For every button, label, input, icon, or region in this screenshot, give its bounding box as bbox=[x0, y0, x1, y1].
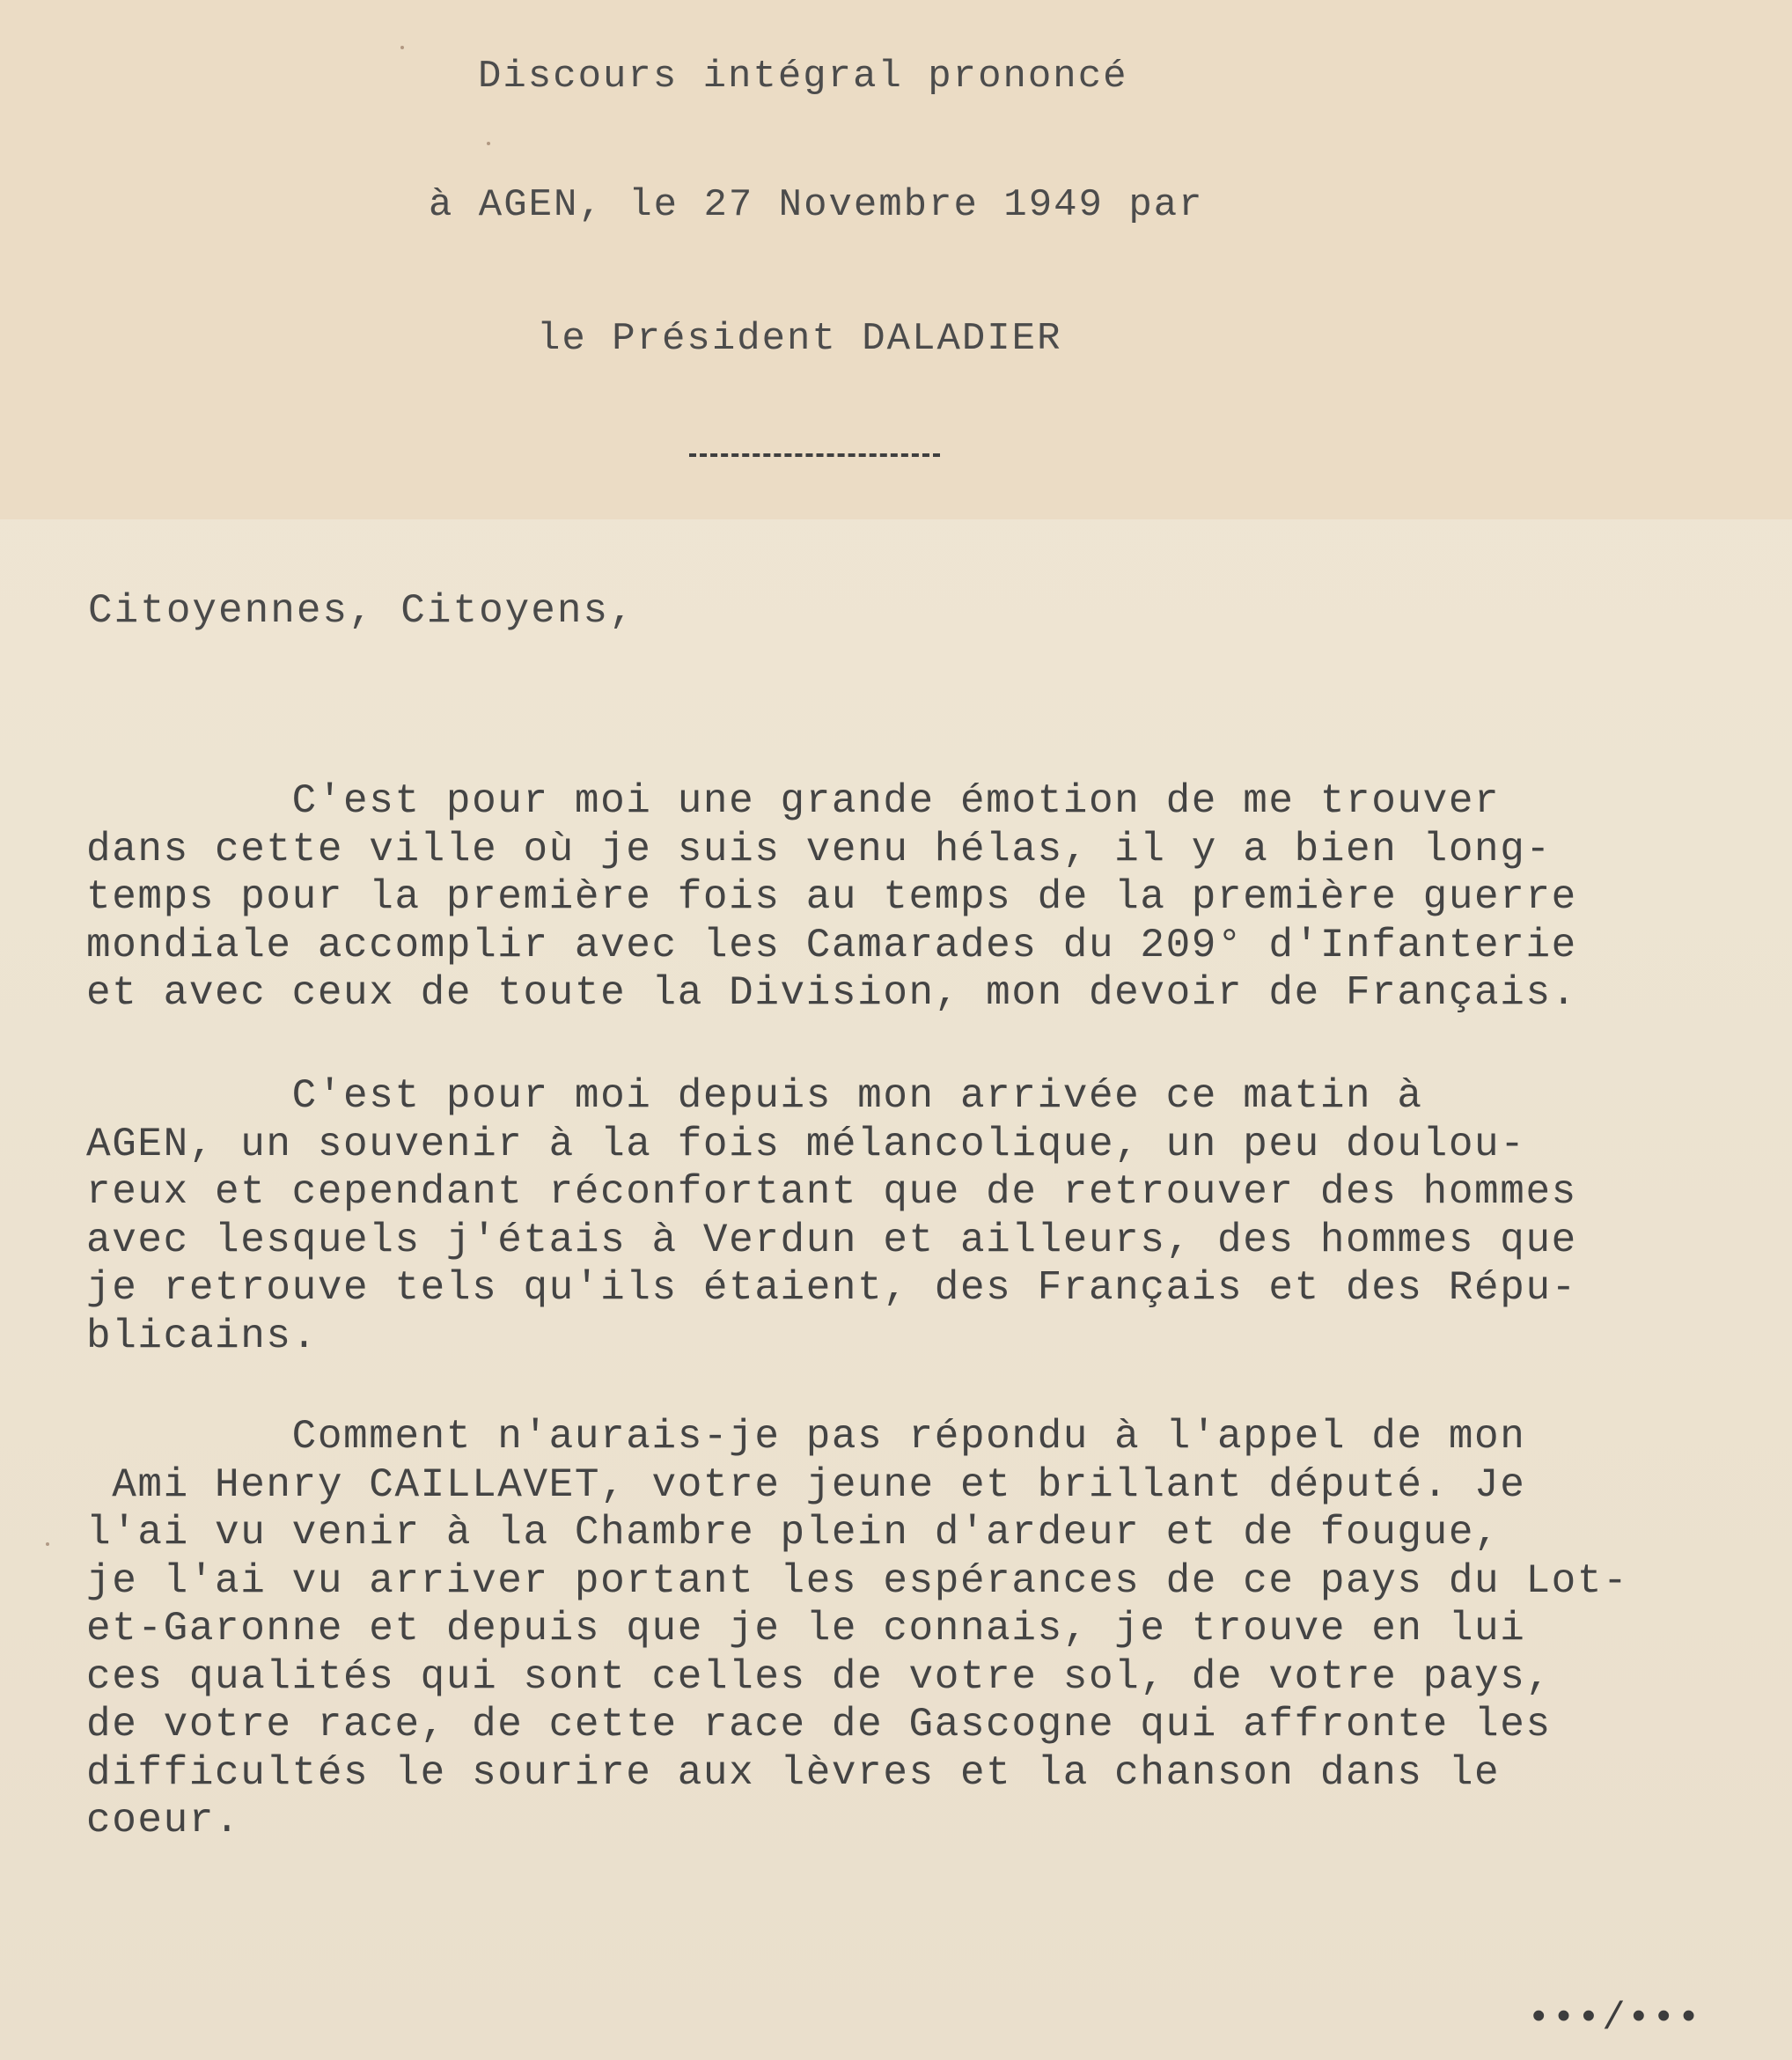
paragraph-line: blicains. bbox=[86, 1313, 318, 1359]
paragraph-line: reux et cependant réconfortant que de retrouver des hommes bbox=[86, 1169, 1577, 1215]
heading-line-2: à AGEN, le 27 Novembre 1949 par bbox=[429, 183, 1204, 227]
paragraph-line: AGEN, un souvenir à la fois mélancolique, un peu doulou- bbox=[86, 1121, 1526, 1167]
paragraph-line: ces qualités qui sont celles de votre sol, de votre pays, bbox=[86, 1653, 1552, 1700]
paragraph-line: C'est pour moi une grande émotion de me trouver bbox=[86, 778, 1501, 824]
paragraph-line: C'est pour moi depuis mon arrivée ce matin à bbox=[86, 1073, 1423, 1119]
paragraph-line: l'ai vu venir à la Chambre plein d'ardeur et de fougue, bbox=[86, 1510, 1501, 1556]
paragraph-1 bbox=[86, 777, 1759, 1018]
paragraph-line: Ami Henry CAILLAVET, votre jeune et brillant député. Je bbox=[86, 1461, 1526, 1508]
paragraph-line: temps pour la première fois au temps de la première guerre bbox=[86, 874, 1577, 920]
paragraph-line: de votre race, de cette race de Gascogne qui affronte les bbox=[86, 1702, 1552, 1747]
salutation: Citoyennes, Citoyens, bbox=[88, 588, 635, 634]
paper-speck bbox=[487, 142, 490, 145]
paper-speck bbox=[46, 1542, 49, 1546]
paragraph-line: et avec ceux de toute la Division, mon devoir de Français. bbox=[86, 970, 1577, 1016]
paragraph-line: mondiale accomplir avec les Camarades du 209° d'Infanterie bbox=[86, 922, 1577, 968]
heading-line-3: le Président DALADIER bbox=[537, 317, 1062, 361]
paragraph-line: difficultés le sourire aux lèvres et la chanson dans le bbox=[86, 1749, 1501, 1796]
paragraph-line: dans cette ville où je suis venu hélas, il y a bien long- bbox=[86, 826, 1552, 872]
heading-line-1: Discours intégral prononcé bbox=[478, 55, 1128, 99]
paragraph-line: Comment n'aurais-je pas répondu à l'appel de mon bbox=[86, 1414, 1526, 1460]
page-continuation-mark: •••/••• bbox=[1527, 1997, 1702, 2041]
paragraph-line: je l'ai vu arriver portant les espérances de ce pays du Lot- bbox=[86, 1557, 1629, 1604]
paragraph-line: avec lesquels j'étais à Verdun et ailleurs, des hommes que bbox=[86, 1217, 1577, 1263]
paragraph-line: et-Garonne et depuis que je le connais, je trouve en lui bbox=[86, 1606, 1526, 1652]
paragraph-line: je retrouve tels qu'ils étaient, des Français et des Répu- bbox=[86, 1265, 1577, 1311]
paragraph-3 bbox=[86, 1413, 1759, 1845]
paper-speck bbox=[400, 46, 404, 49]
heading-divider bbox=[689, 453, 940, 457]
paragraph-2 bbox=[86, 1072, 1759, 1360]
paragraph-line: coeur. bbox=[86, 1798, 241, 1843]
